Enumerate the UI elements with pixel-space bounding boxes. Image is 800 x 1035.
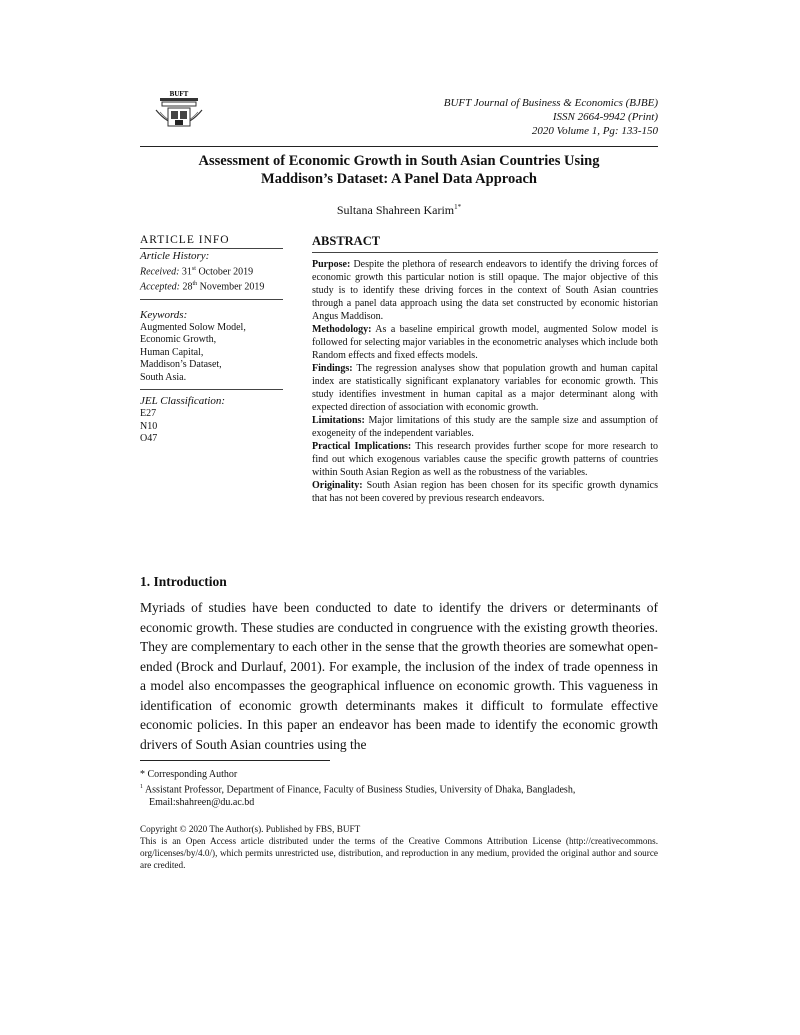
journal-issn: ISSN 2664-9942 (Print) [552,111,658,123]
intro-heading: 1. Introduction [140,574,227,589]
keyword-item: South Asia. [140,371,187,383]
abstract-findings: Findings: The regression analyses show that population growth and human capital index are statistically significant explanatory variables for economic growth. This study identifies investment in human capital as a major determinant along with expected direction of association with economic growth. [312,363,658,413]
jel-heading: JEL Classification: [140,395,226,408]
keywords-heading: Keywords: [140,308,188,321]
article-info-heading: ARTICLE INFO [140,234,283,249]
journal-volume: 2020 Volume 1, Pg: 133-150 [531,125,658,137]
keyword-item: Maddison’s Dataset, [140,359,222,371]
article-history [140,249,283,300]
received-date: Received: 31st October 2019 [140,266,254,278]
author-mark: 1* [454,203,462,211]
logo-text: BUFT [169,90,189,98]
accepted-date: Accepted: 28th November 2019 [140,281,265,293]
article-info [140,234,283,455]
header-rule [140,146,658,147]
keyword-item: Economic Growth, [140,334,217,346]
author-name: Sultana Shahreen Karim [336,203,455,217]
keyword-item: Augmented Solow Model, [140,321,246,333]
history-heading: Article History: [140,250,210,262]
keywords-section [140,304,283,391]
footnotes [140,768,658,809]
abstract-methodology: Methodology: As a baseline empirical growth model, augmented Solow model is followed for selecting major variables in the econometric analyses which include both Random effects and fixed effects models. [312,324,658,361]
title-line-1: Assessment of Economic Growth in South Asian Countries Using [198,153,600,169]
copyright-notice [140,823,658,871]
abstract-heading: ABSTRACT [312,234,658,253]
abstract-originality: Originality: South Asian region has been chosen for its specific growth dynamics that has not been covered by previous research endeavors. [312,480,658,504]
abstract-purpose: Purpose: Despite the plethora of research endeavors to identify the driving forces of economic growth this particular notion is still opaque. The major objective of this study is to identify these driving forces in the context of South Asian countries through a panel data approach using the data set constructed by economic historian Angus Maddison. [312,259,658,322]
abstract-practical: Practical Implications: This research provides further scope for more research to find out which exogenous variables cause the specific growth patterns of countries within South Asian Region as well as the robustness of the variables. [312,441,659,478]
jel-code: O47 [140,433,158,445]
jel-code: E27 [140,408,157,420]
journal-info [444,96,658,138]
copyright-line: Copyright © 2020 The Author(s). Published by FBS, BUFT [140,824,361,834]
license-text: This is an Open Access article distributed under the terms of the Creative Commons Attribution License (http://creativecommons. org/licenses/by/4.0/), which permits unrestricted use, distribution, and reproduction in any medium, provided the original author and source are credited. [140,836,658,870]
intro-paragraph: Myriads of studies have been conducted to date to identify the drivers or determinants of economic growth. These studies are conducted in congruence with the existing growth theories. They are complementary to each other in the sense that the growth theories are somewhat open-ended (Brock and Durlauf, 2001). For example, the inclusion of the index of trade openness in a model also encompasses the geographical influence on economic growth. This vagueness in identification of economic growth determinants makes it difficult to formulate effective economic policies. In this paper an endeavor has been made to identify the economic growth drivers of South Asian countries using the [140,600,658,752]
footnote-affiliation: $^1$ Assistant Professor, Department of Finance, Faculty of Business Studies, University of Dhaka, Bangladesh, Email:shahreen@du.ac.bd [140,784,576,809]
buft-logo [150,88,208,140]
keyword-item: Human Capital, [140,346,204,358]
footnote-rule [140,760,330,761]
abstract-limitations: Limitations: Major limitations of this study are the sample size and assumption of exogeneity of the independent variables. [312,415,658,439]
jel-section [140,394,283,451]
jel-code: N10 [140,420,158,432]
journal-name: BUFT Journal of Business & Economics (BJBE) [443,97,658,109]
author-line [140,203,658,218]
abstract [312,234,658,505]
title-line-2: Maddison’s Dataset: A Panel Data Approach [261,171,537,187]
paper-title [140,152,658,188]
footnote-corresponding: * Corresponding Author [140,769,238,780]
